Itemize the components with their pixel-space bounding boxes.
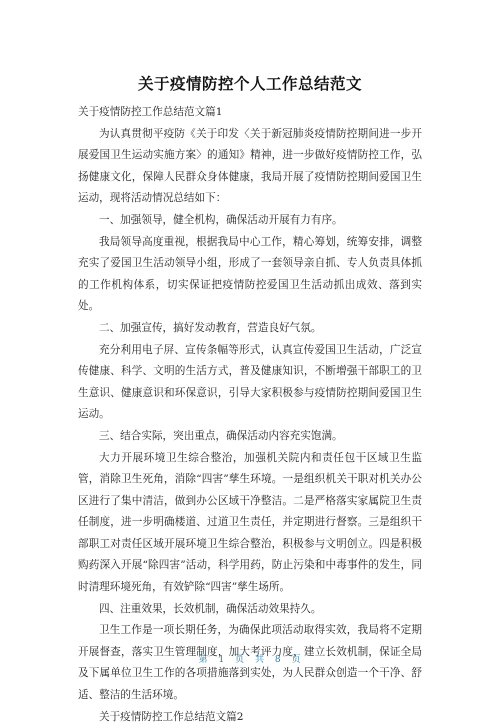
paragraph: 二、加强宣传，搞好发动教育，营造良好气氛。 [99, 321, 322, 334]
footer-prefix: 第 [198, 655, 209, 665]
section-heading: 关于疫情防控工作总结范文篇2 [99, 710, 244, 723]
document-body [78, 102, 422, 728]
section-heading: 关于疫情防控工作总结范文篇1 [78, 106, 223, 118]
page-total: 8 [274, 655, 282, 665]
footer-total-word: 共 [254, 655, 265, 665]
paragraph: 充分利用电子屏、宣传条幅等形式，认真宣传爱国卫生活动，广泛宣传健康、科学、文明的生活方式，普及健康知识，不断增强干部职工的卫生意识、健康意识和环保意识，引导大家积极参与疫情防控期间爱国卫生运动。 [78, 343, 422, 421]
paragraph: 我局领导高度重视，根据我局中心工作，精心筹划，统筹安排，调整充实了爱国卫生活动领导小组，形成了一套领导亲自抓、专人负责具体抓的工作机构体系，切实保证把疫情防控爱国卫生活动抓出成效、落到实处。 [78, 235, 422, 313]
paragraph: 三、结合实际，突出重点，确保活动内容充实饱满。 [99, 429, 343, 442]
paragraph: 一、加强领导，健全机构，确保活动开展有力有序。 [99, 213, 343, 226]
page-footer [0, 652, 500, 665]
footer-suffix: 页 [291, 655, 302, 665]
footer-page-word: 页 [235, 655, 246, 665]
paragraph: 卫生工作是一项长期任务，为确保此项活动取得实效，我局将不定期开展督查，落实卫生管理制度，加大考评力度，建立长效机制，保证全局及下属单位卫生工作的各项措施落到实处，为人民群众创造一个干净、舒适、整洁的生活环境。 [78, 624, 422, 702]
page-number: 1 [218, 655, 226, 665]
paragraph: 四、注重效果，长效机制，确保活动效果持久。 [99, 602, 322, 615]
page-title: 关于疫情防控个人工作总结范文 [137, 75, 362, 93]
paragraph: 大力开展环境卫生综合整治，加强机关院内和责任包干区域卫生监管，消除卫生死角，消除“四害”孳生环境。一是组织机关干职对机关办公区进行了集中清洁，做到办公区域干净整洁。二是严格落实家属院卫生责任制度，进一步明确楼道、过道卫生责任，并定期进行督察。三是组织干部职工对责任区域开展环境卫生综合整治，积极参与文明创立。四是积极购药深入开展“除四害”活动，科学用药，防止污染和中毒事件的发生，同时清理环境死角，有效铲除“四害”孳生场所。 [78, 451, 422, 594]
paragraph: 为认真贯彻平疫防《关于印发〈关于新冠肺炎疫情防控期间进一步开展爱国卫生运动实施方案〉的通知》精神，进一步做好疫情防控工作，弘扬健康文化，保障人民群众身体健康，我局开展了疫情防控期间爱国卫生运动，现将活动情况总结如下： [78, 127, 422, 205]
